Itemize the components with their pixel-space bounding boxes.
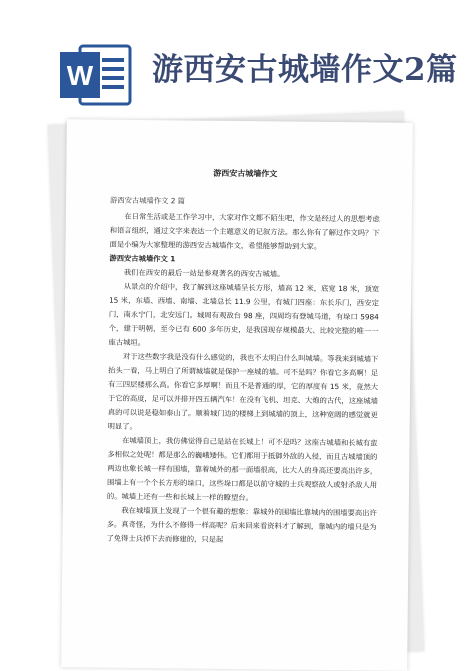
article-subtitle: 游西安古城墙作文 2 篇 xyxy=(109,195,186,206)
section-heading: 游西安古城墙作文 1 xyxy=(109,253,176,264)
word-doc-icon xyxy=(58,42,134,108)
body-paragraph: 我们在西安的最后一站是参观著名的西安古城墙。 xyxy=(123,267,285,279)
page-title: 游西安古城墙作文2篇 xyxy=(152,52,458,88)
word-icon-letter: W xyxy=(66,60,94,91)
body-paragraph: 我在城墙顶上发现了一个很有趣的想象：靠城外的围墙比靠城内的围墙要高出许多。真奇怪，为什么不修得一样高呢？后来回来看资料才了解到，靠城内的墙只是为了免得士兵掉下去而修建的，只是起 xyxy=(106,505,377,544)
document-page xyxy=(61,119,413,671)
intro-paragraph: 在日常生活或是工作学习中，大家对作文都不陌生吧，作文是经过人的思想考虑和语言组织，通过文字来表达一个主题意义的记叙方法。那么你有了解过作文吗？下面是小编为大家整理的游西安古城墙作文，希望能够帮助到大家。 xyxy=(109,211,380,251)
body-paragraph: 在城墙顶上，我仿佛觉得自己是站在长城上！可不是吗？这座古城墙和长城有蛮多相似之处呢！都是那么的巍峨矮伟。它们都用于抵御外敌的入侵，而且古城墙顶的两边也象长城一样有围墙，靠着城外的那一面墙很高，比大人的身高还要高出许多，围墙上有一个个长方形的垛口，这些垛口都是以前守城的士兵观察敌人或射杀敌人用的。城墙上还有一些和长城上一样的瞭望台。 xyxy=(106,435,378,503)
article-title: 游西安古城墙作文 xyxy=(213,168,278,179)
document-content xyxy=(106,166,380,549)
body-paragraph: 从景点的介绍中，我了解到这座城墙呈长方形，墙高 12 米，底宽 18 米，顶宽 15 米，东墙、西墙、南墙、北墙总长 11.9 公里，有城门四座：东长乐门，西安定门，南永宁门，北安远门。城周有观敌台 98 座，四周均有登城马道，有垛口 5984 个，建于明朝，至今已有 600 多年历史，是我国现存规模最大、比较完整的唯一一座古城垣。 xyxy=(108,281,380,348)
body-paragraph: 对于这些数字我是没有什么感觉的，我也不太明白什么叫城墙。等我来到城墙下抬头一看，马上明白了所谓城墙就是保护一座城的墙。可不是吗？你看它多高啊！足有三四层楼那么高。你看它多厚啊！而且不是普通的厚，它的厚度有 15 米，竟然大于它的高度，足可以并排开四五辆汽车！在没有飞机、坦克、大炮的古代，这座城墙真的可以说是稳如泰山了。顺着城门边的楼梯上到城墙的顶上，这种宽阔的感觉就更明显了。 xyxy=(107,351,379,431)
